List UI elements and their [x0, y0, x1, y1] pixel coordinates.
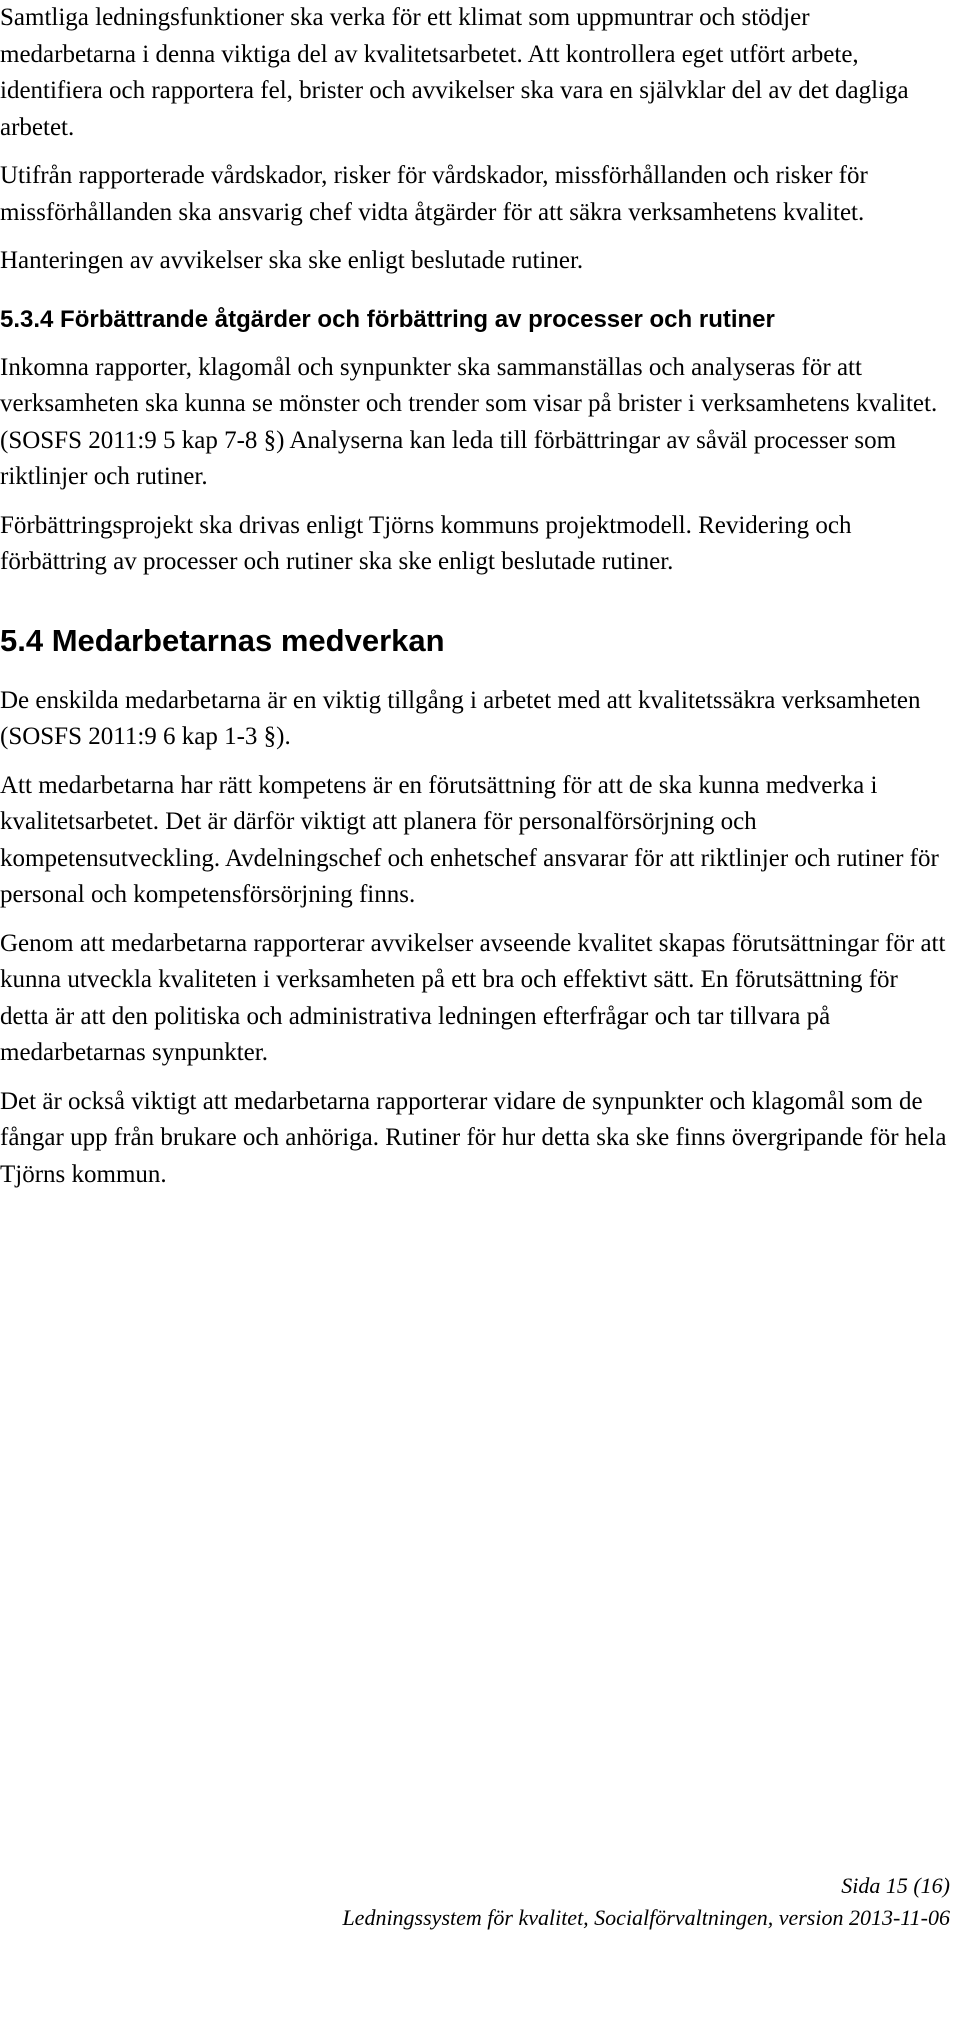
paragraph-enskilda-medarbetare: De enskilda medarbetarna är en viktig tillgång i arbetet med att kvalitetssäkra verksamheten (SOSFS 2011:9 6 kap 1-3 §).: [0, 686, 921, 750]
section-heading-5-3-4: 5.3.4 Förbättrande åtgärder och förbättring av processer och rutiner: [0, 305, 775, 333]
paragraph-rapportering: Genom att medarbetarna rapporterar avvikelser avseende kvalitet skapas förutsättningar för att kunna utveckla kvaliteten i verksamheten på ett bra och effektivt sätt. En förutsättning för detta är att den politiska och administrativa ledningen efterfrågar och tar tillvara på medarbetarnas synpunkter.: [0, 929, 946, 1066]
paragraph-synpunkter-klagomal: Det är också viktigt att medarbetarna rapporterar vidare de synpunkter och klagomål som de fångar upp från brukare och anhöriga. Rutiner för hur detta ska ske finns övergripande för hela Tjörns kommun.: [0, 1087, 947, 1188]
paragraph-kompetens: Att medarbetarna har rätt kompetens är en förutsättning för att de ska kunna medverka i kvalitetsarbetet. Det är därför viktigt att planera för personalförsörjning och kompetensutveckling. Avdelningschef och enhetschef ansvarar för att riktlinjer och rutiner för personal och kompetensförsörjning finns.: [0, 771, 939, 908]
section-heading-5-4: 5.4 Medarbetarnas medverkan: [0, 622, 445, 658]
paragraph-vardskador: Utifrån rapporterade vårdskador, risker för vårdskador, missförhållanden och risker för missförhållanden ska ansvarig chef vidta åtgärder för att säkra verksamhetens kvalitet.: [0, 162, 868, 226]
paragraph-inkomna-rapporter: Inkomna rapporter, klagomål och synpunkter ska sammanställas och analyseras för att verksamheten ska kunna se mönster och trender som visar på brister i verksamhetens kvalitet. (SOSFS 2011:9 5 kap 7-8 §) Analyserna kan leda till förbättringar av såväl processer som riktlinjer och rutiner.: [0, 353, 938, 490]
paragraph-ledningsfunktioner: Samtliga ledningsfunktioner ska verka för ett klimat som uppmuntrar och stödjer medarbetarna i denna viktiga del av kvalitetsarbetet. Att kontrollera eget utfört arbete, identifiera och rapportera fel, brister och avvikelser ska vara en självklar del av det dagliga arbetet.: [0, 4, 909, 141]
page-number: Sida 15 (16): [841, 1873, 950, 1898]
document-info: Ledningssystem för kvalitet, Socialförvaltningen, version 2013-11-06: [342, 1905, 950, 1930]
paragraph-forbattringsprojekt: Förbättringsprojekt ska drivas enligt Tjörns kommuns projektmodell. Revidering och förbättring av processer och rutiner ska ske enligt beslutade rutiner.: [0, 511, 852, 575]
paragraph-hantering: Hanteringen av avvikelser ska ske enligt beslutade rutiner.: [0, 247, 584, 274]
page-footer: [342, 1870, 950, 1934]
